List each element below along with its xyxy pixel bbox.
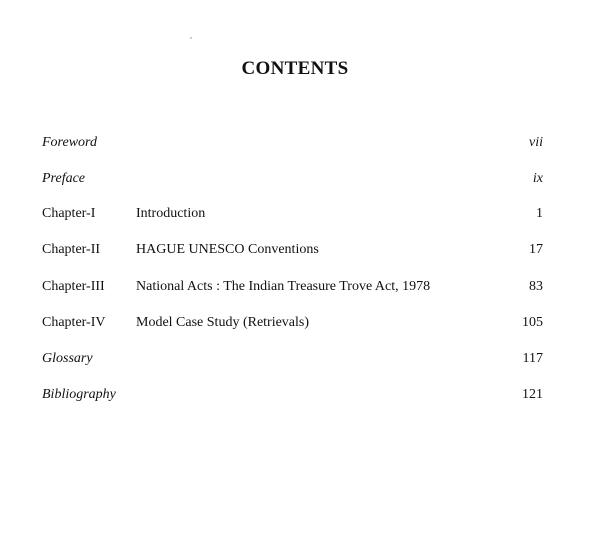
- toc-entry-label: Bibliography: [42, 387, 116, 402]
- toc-entry-chapter-2: [42, 240, 543, 260]
- toc-entry-preface: [42, 169, 543, 189]
- toc-entry-page: ix: [532, 171, 543, 186]
- toc-entry-page: vii: [529, 135, 543, 150]
- toc-entry-label: Chapter-IV: [42, 315, 106, 330]
- toc-entry-label: Chapter-III: [42, 279, 105, 294]
- toc-entry-glossary: [42, 349, 543, 369]
- toc-entry-chapter-1: [42, 204, 543, 224]
- toc-entry-label: Foreword: [42, 135, 97, 150]
- toc-entry-chapter-4: [42, 313, 543, 333]
- toc-entry-label: Chapter-I: [42, 206, 96, 221]
- toc-entry-page: 1: [536, 206, 543, 221]
- toc-entry-title: National Acts : The Indian Treasure Trove Act, 1978: [136, 279, 431, 294]
- toc-entry-label: Chapter-II: [42, 242, 101, 257]
- toc-entry-page: 17: [529, 242, 543, 257]
- toc-entry-bibliography: [42, 385, 543, 405]
- toc-entry-page: 121: [522, 387, 543, 402]
- toc-entry-chapter-3: [42, 277, 543, 297]
- toc-entry-label: Glossary: [42, 351, 93, 366]
- paper-speck: [190, 37, 192, 39]
- toc-entry-page: 105: [522, 315, 543, 330]
- toc-entry-title: HAGUE UNESCO Conventions: [136, 242, 319, 257]
- toc-entry-title: Model Case Study (Retrievals): [136, 315, 310, 330]
- page-title: CONTENTS: [241, 58, 349, 79]
- toc-entry-foreword: [42, 133, 543, 153]
- toc-entry-page: 117: [522, 351, 543, 366]
- toc-entry-label: Preface: [42, 171, 86, 186]
- toc-entry-title: Introduction: [136, 206, 206, 221]
- toc-entry-page: 83: [529, 279, 543, 294]
